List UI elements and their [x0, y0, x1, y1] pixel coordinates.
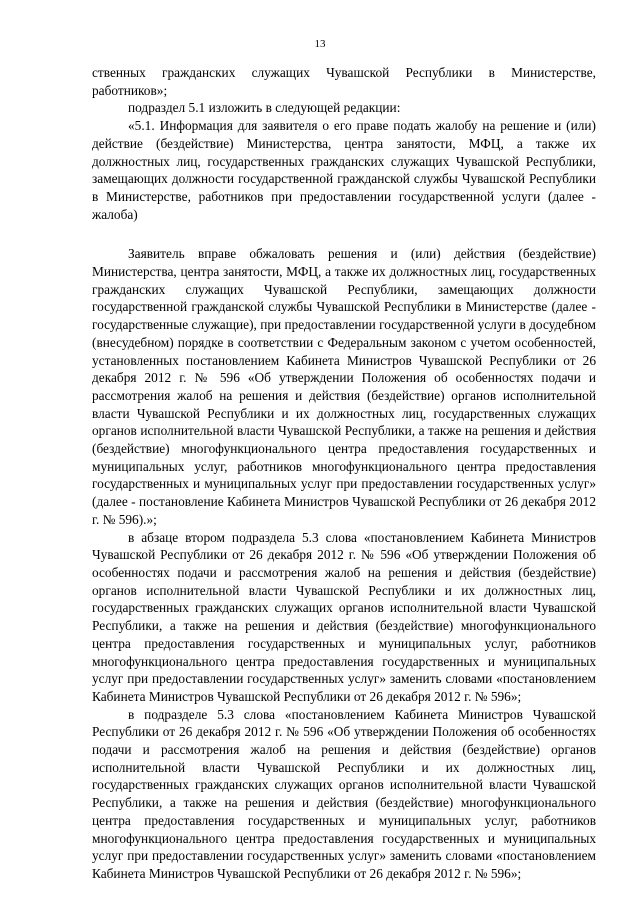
paragraph-subsection-5-1-intro: подраздел 5.1 изложить в следующей редакции: [128, 100, 401, 116]
paragraph-subsection-5-3: в подразделе 5.3 слова «постановлением Кабинета Министров Чувашской Республики от 26 декабря 2012 г. № 596 «Об утверждении Положения об особенностях подачи и рассмотрения жалоб на решения и действия (бездействие) органов исполнительной власти Чувашской Республики и их должностных лиц, государственных гражданских служащих органов исполнительной власти Чувашской Республики, а также на решения и действия (бездействие) многофункционального центра предоставления государственных и муниципальных услуг, работников многофункционального центра предоставления государственных и муниципальных услуг при предоставлении государственных услуг» заменить словами «постановлением Кабинета Министров Чувашской Республики от 26 декабря 2012 г. № 596»; [92, 706, 596, 881]
page-number: 13 [314, 38, 326, 50]
paragraph-subsection-5-3-second: в абзаце втором подраздела 5.3 слова «постановлением Кабинета Министров Чувашской Республики от 26 декабря 2012 г. № 596 «Об утверждении Положения об особенностях подачи и рассмотрения жалоб на решения и действия (бездействие) органов исполнительной власти Чувашской Республики и их должностных лиц, государственных гражданских служащих органов исполнительной власти Чувашской Республики, а также на решения и действия (бездействие) многофункционального центра предоставления государственных и муниципальных услуг, работников многофункционального центра предоставления государственных и муниципальных услуг при предоставлении государственных услуг» заменить словами «постановлением Кабинета Министров Чувашской Республики от 26 декабря 2012 г. № 596»; [92, 529, 596, 704]
paragraph-continuation: ственных гражданских служащих Чувашской Республики в Министерстве, работников»; [92, 65, 596, 98]
paragraph-applicant-rights: Заявитель вправе обжаловать решения и (или) действия (бездействие) Министерства, центра занятости, МФЦ, а также их должностных лиц, государственных гражданских служащих Чувашской Республики, замещающих должности государственной гражданской службы Чувашской Республики в Министерстве (далее - государственные служащие), при предоставлении государственной услуги в досудебном (внесудебном) порядке в соответствии с Федеральным законом с учетом особенностей, установленных постановлением Кабинета Министров Чувашской Республики от 26 декабря 2012 г. № 596 «Об утверждении Положения об особенностях подачи и рассмотрения жалоб на решения и действия (бездействие) органов исполнительной власти Чувашской Республики и их должностных лиц, государственных служащих органов исполнительной власти Чувашской Республики, а также на решения и действия (бездействие) многофункционального центра предоставления государственных и муниципальных услуг, работников многофункционального центра предоставления государственных и муниципальных услуг при предоставлении государственных услуг» (далее - постановление Кабинета Министров Чувашской Республики от 26 декабря 2012 г. № 596).»; [92, 246, 596, 527]
document-body [92, 64, 596, 883]
paragraph-gap [92, 223, 596, 245]
paragraph-subsection-5-1-heading: «5.1. Информация для заявителя о его праве подать жалобу на решение и (или) действие (бездействие) Министерства, центра занятости, МФЦ, а также их должностных лиц, государственных гражданских служащих Чувашской Республики, замещающих должности государственной гражданской службы Чувашской Республики в Министерстве, работников при предоставлении государственной услуги (далее - жалоба) [92, 118, 596, 222]
